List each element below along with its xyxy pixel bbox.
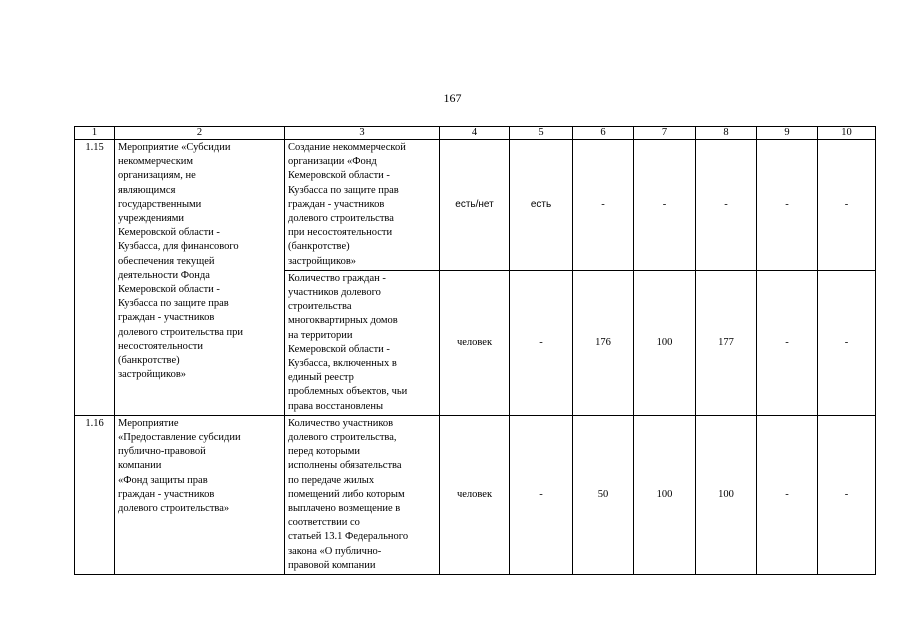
- unit-cell: есть/нет: [440, 140, 510, 271]
- value-cell: -: [757, 415, 818, 574]
- value-cell: 100: [634, 270, 696, 415]
- indicator-name: Количество участников долевого строительства, перед которыми исполнены обязательства по передаче жилых помещений либо которым выплачено возмещение в соответствии со статьей 13.1 Федерального закона «О публично- правовой компании: [285, 415, 440, 574]
- indicators-table: [74, 126, 876, 575]
- header-cell: 10: [818, 127, 876, 140]
- unit-cell: человек: [440, 415, 510, 574]
- row-number: 1.16: [75, 415, 115, 574]
- value-cell: -: [757, 140, 818, 271]
- value-cell: 177: [696, 270, 757, 415]
- indicator-name: Количество граждан - участников долевого строительства многоквартирных домов на территории Кемеровской области - Кузбасса, включенных в единый реестр проблемных объектов, чьи права восстановлены: [285, 270, 440, 415]
- indicator-name: Создание некоммерческой организации «Фонд Кемеровской области - Кузбасса по защите прав граждан - участников долевого строительства при несостоятельности (банкротстве) застройщиков»: [285, 140, 440, 271]
- header-cell: 9: [757, 127, 818, 140]
- value-cell: 176: [573, 270, 634, 415]
- header-cell: 8: [696, 127, 757, 140]
- value-cell: -: [818, 270, 876, 415]
- value-cell: 100: [634, 415, 696, 574]
- row-number: 1.15: [75, 140, 115, 416]
- header-cell: 7: [634, 127, 696, 140]
- event-name: Мероприятие «Предоставление субсидии публично-правовой компании «Фонд защиты прав граждан - участников долевого строительства»: [115, 415, 285, 574]
- value-cell: 100: [696, 415, 757, 574]
- page-number: 167: [443, 91, 462, 105]
- header-cell: 3: [285, 127, 440, 140]
- header-cell: 5: [510, 127, 573, 140]
- header-cell: 6: [573, 127, 634, 140]
- value-cell: -: [757, 270, 818, 415]
- table-row: [75, 140, 876, 271]
- table-row: [75, 415, 876, 574]
- value-cell: есть: [510, 140, 573, 271]
- header-cell: 1: [75, 127, 115, 140]
- value-cell: -: [696, 140, 757, 271]
- header-cell: 2: [115, 127, 285, 140]
- value-cell: -: [818, 140, 876, 271]
- unit-cell: человек: [440, 270, 510, 415]
- event-name: Мероприятие «Субсидии некоммерческим организациям, не являющимся государственными учреждениями Кемеровской области - Кузбасса, для финансового обеспечения текущей деятельности Фонда Кемеровской области - Кузбасса по защите прав граждан - участников долевого строительства при несостоятельности (банкротстве) застройщиков»: [115, 140, 285, 416]
- value-cell: -: [510, 270, 573, 415]
- value-cell: -: [634, 140, 696, 271]
- value-cell: 50: [573, 415, 634, 574]
- value-cell: -: [818, 415, 876, 574]
- table-header-row: [75, 127, 876, 140]
- header-cell: 4: [440, 127, 510, 140]
- value-cell: -: [573, 140, 634, 271]
- value-cell: -: [510, 415, 573, 574]
